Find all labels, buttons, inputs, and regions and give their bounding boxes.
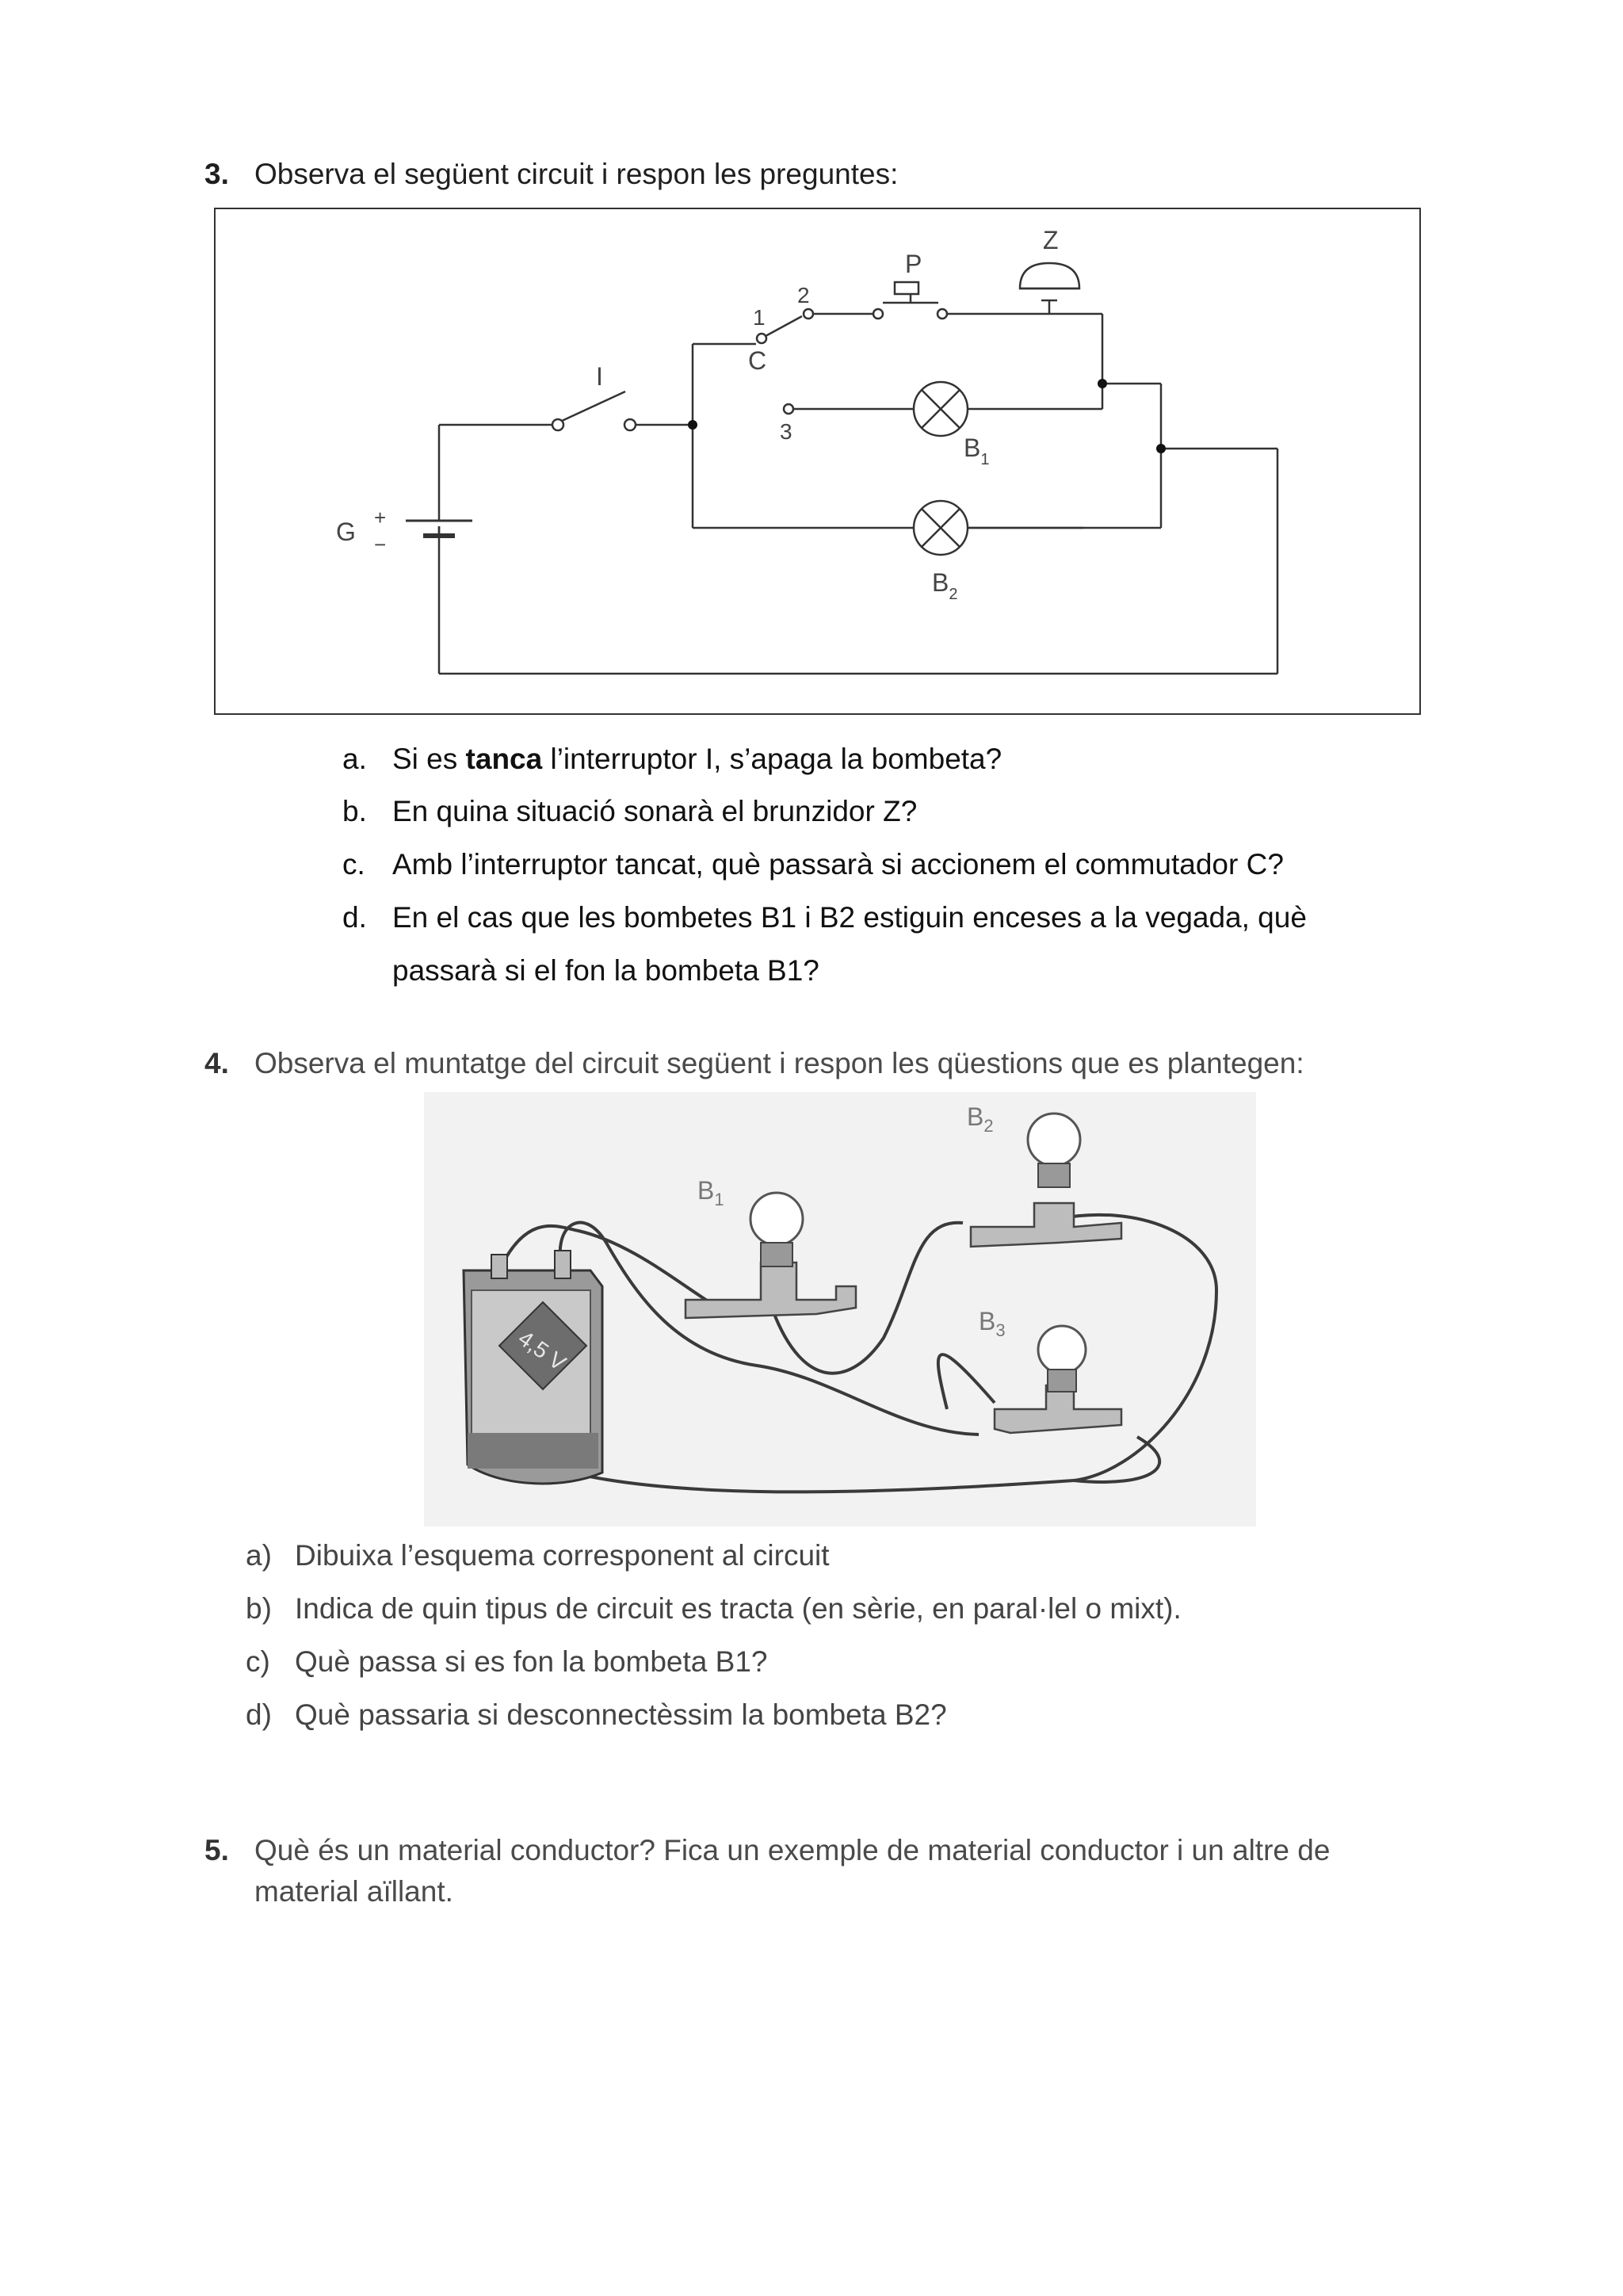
label-plus: +: [374, 506, 387, 529]
svg-text:4,5 V: 4,5 V: [514, 1325, 571, 1376]
item-text: Què passaria si desconnectèssim la bombeta B2?: [295, 1698, 947, 1731]
item-label: a): [246, 1539, 272, 1572]
item-label: b.: [342, 795, 367, 827]
label-pos3: 3: [780, 419, 792, 444]
question-text-line2: material aïllant.: [254, 1875, 453, 1908]
item-text: En el cas que les bombetes B1 i B2 estiguin enceses a la vegada, què: [392, 901, 1307, 934]
item-text: Si es tanca l’interruptor I, s’apaga la bombeta?: [392, 743, 1002, 775]
photo-label-b1: $B_1$: [697, 1176, 724, 1209]
battery-icon: [464, 1251, 602, 1484]
label-pushbutton: P: [905, 250, 922, 278]
item-label: b): [246, 1592, 272, 1625]
question-text-line1: Què és un material conductor? Fica un exemple de material conductor i un altre de: [254, 1834, 1331, 1866]
item-label: d): [246, 1698, 272, 1731]
circuit-photo: [424, 1092, 1256, 1526]
item-text-continuation: passarà si el fon la bombeta B1?: [392, 954, 819, 987]
circuit-diagram-frame: [214, 208, 1421, 715]
item-label: c): [246, 1645, 270, 1678]
junction-dot: [688, 420, 697, 430]
junction-dot: [1098, 379, 1107, 388]
label-bulb1: $B_1$: [964, 434, 990, 468]
question-number: 4.: [204, 1047, 229, 1079]
label-generator: G: [336, 518, 356, 546]
label-switch: I: [596, 362, 603, 391]
question-text: Observa el següent circuit i respon les preguntes:: [254, 158, 899, 190]
photo-label-b3: $B_3$: [979, 1307, 1006, 1340]
label-buzzer: Z: [1043, 226, 1059, 254]
question-number: 3.: [204, 158, 229, 190]
item-label: c.: [342, 848, 365, 881]
label-pos1: 1: [753, 305, 766, 330]
item-text: Dibuixa l’esquema corresponent al circuit: [295, 1539, 830, 1572]
label-pos2: 2: [797, 283, 810, 308]
item-label: a.: [342, 743, 367, 775]
item-text: Indica de quin tipus de circuit es tracta (en sèrie, en paral·lel o mixt).: [295, 1592, 1182, 1625]
photo-label-b2: $B_2$: [967, 1102, 994, 1136]
label-commutator: C: [748, 346, 767, 375]
question-number: 5.: [204, 1834, 229, 1866]
label-bulb2: $B_2$: [932, 568, 958, 603]
item-text: Què passa si es fon la bombeta B1?: [295, 1645, 768, 1678]
item-label: d.: [342, 901, 367, 934]
item-text: En quina situació sonarà el brunzidor Z?: [392, 795, 918, 827]
junction-dot: [1156, 444, 1166, 453]
question-text: Observa el muntatge del circuit següent i respon les qüestions que es plantegen:: [254, 1047, 1304, 1079]
label-minus: −: [374, 533, 387, 556]
circuit-diagram: [216, 209, 1419, 713]
item-text: Amb l’interruptor tancat, què passarà si accionem el commutador C?: [392, 848, 1284, 881]
